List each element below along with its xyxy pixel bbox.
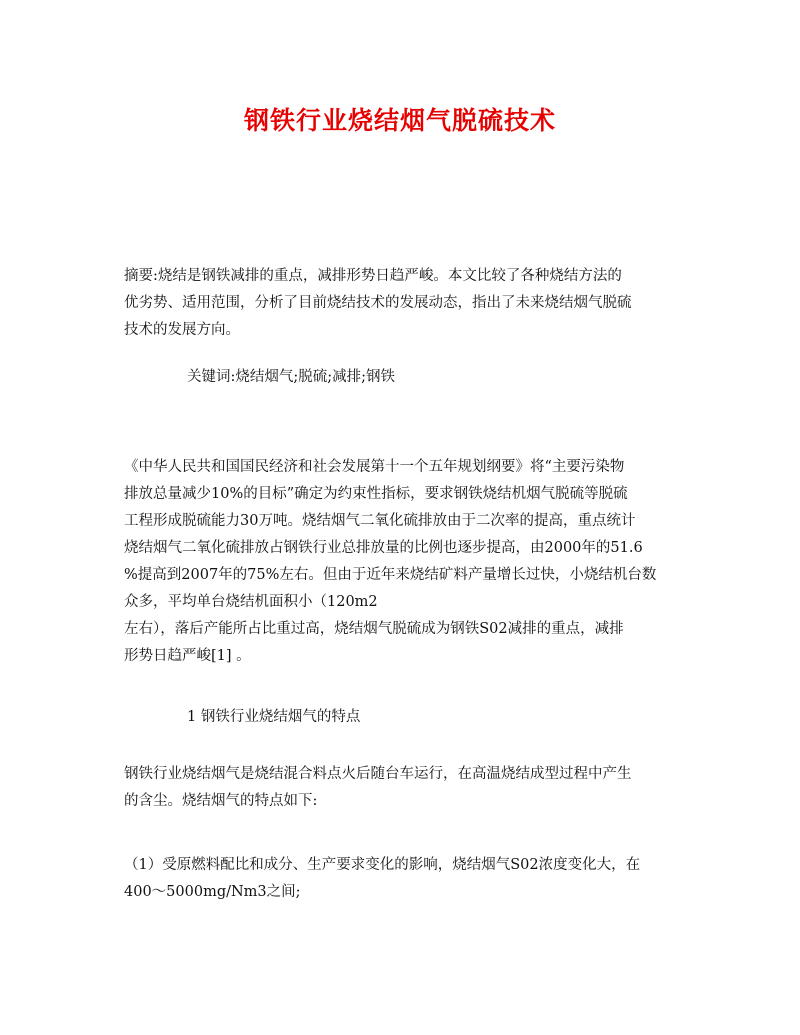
point-1-line: 400～5000mg/Nm3之间; bbox=[124, 884, 301, 900]
intro-line: %提高到2007年的75%左右。但由于近年来烧结矿料产量增长过快，小烧结机台数 bbox=[124, 567, 657, 583]
section-1-line: 钢铁行业烧结烟气是烧结混合料点火后随台车运行，在高温烧结成型过程中产生 bbox=[124, 766, 632, 782]
section-1-heading: 1 钢铁行业烧结烟气的特点 bbox=[187, 709, 361, 725]
abstract-line: 优劣势、适用范围，分析了目前烧结技术的发展动态，指出了未来烧结烟气脱硫 bbox=[124, 295, 632, 311]
intro-line: 《中华人民共和国国民经济和社会发展第十一个五年规划纲要》将“主要污染物 bbox=[124, 459, 625, 475]
document-title: 钢铁行业烧结烟气脱硫技术 bbox=[243, 106, 556, 135]
abstract-line: 技术的发展方向。 bbox=[124, 322, 240, 338]
intro-line: 左右），落后产能所占比重过高，烧结烟气脱硫成为钢铁S02减排的重点，减排 bbox=[124, 621, 624, 637]
intro-line: 众多，平均单台烧结机面积小（120m2 bbox=[124, 594, 378, 610]
intro-paragraph bbox=[124, 454, 680, 670]
section-1-paragraph bbox=[124, 761, 680, 815]
intro-line: 形势日趋严峻[1] 。 bbox=[124, 648, 251, 664]
intro-line: 烧结烟气二氧化硫排放占钢铁行业总排放量的比例也逐步提高，由2000年的51.6 bbox=[124, 540, 643, 556]
intro-line: 工程形成脱硫能力30万吨。烧结烟气二氧化硫排放由于二次率的提高，重点统计 bbox=[124, 513, 636, 529]
point-1-line: （1）受原燃料配比和成分、生产要求变化的影响，烧结烟气S02浓度变化大，在 bbox=[124, 857, 641, 873]
point-1-paragraph bbox=[124, 852, 680, 906]
section-1-line: 的含尘。烧结烟气的特点如下: bbox=[124, 793, 318, 809]
intro-line: 排放总量减少10%的目标”确定为约束性指标，要求钢铁烧结机烟气脱硫等脱硫 bbox=[124, 486, 628, 502]
keywords-line: 关键词:烧结烟气;脱硫;减排;钢铁 bbox=[187, 369, 396, 385]
abstract-line: 摘要:烧结是钢铁减排的重点，减排形势日趋严峻。本文比较了各种烧结方法的 bbox=[124, 268, 622, 284]
abstract-paragraph bbox=[124, 263, 680, 344]
